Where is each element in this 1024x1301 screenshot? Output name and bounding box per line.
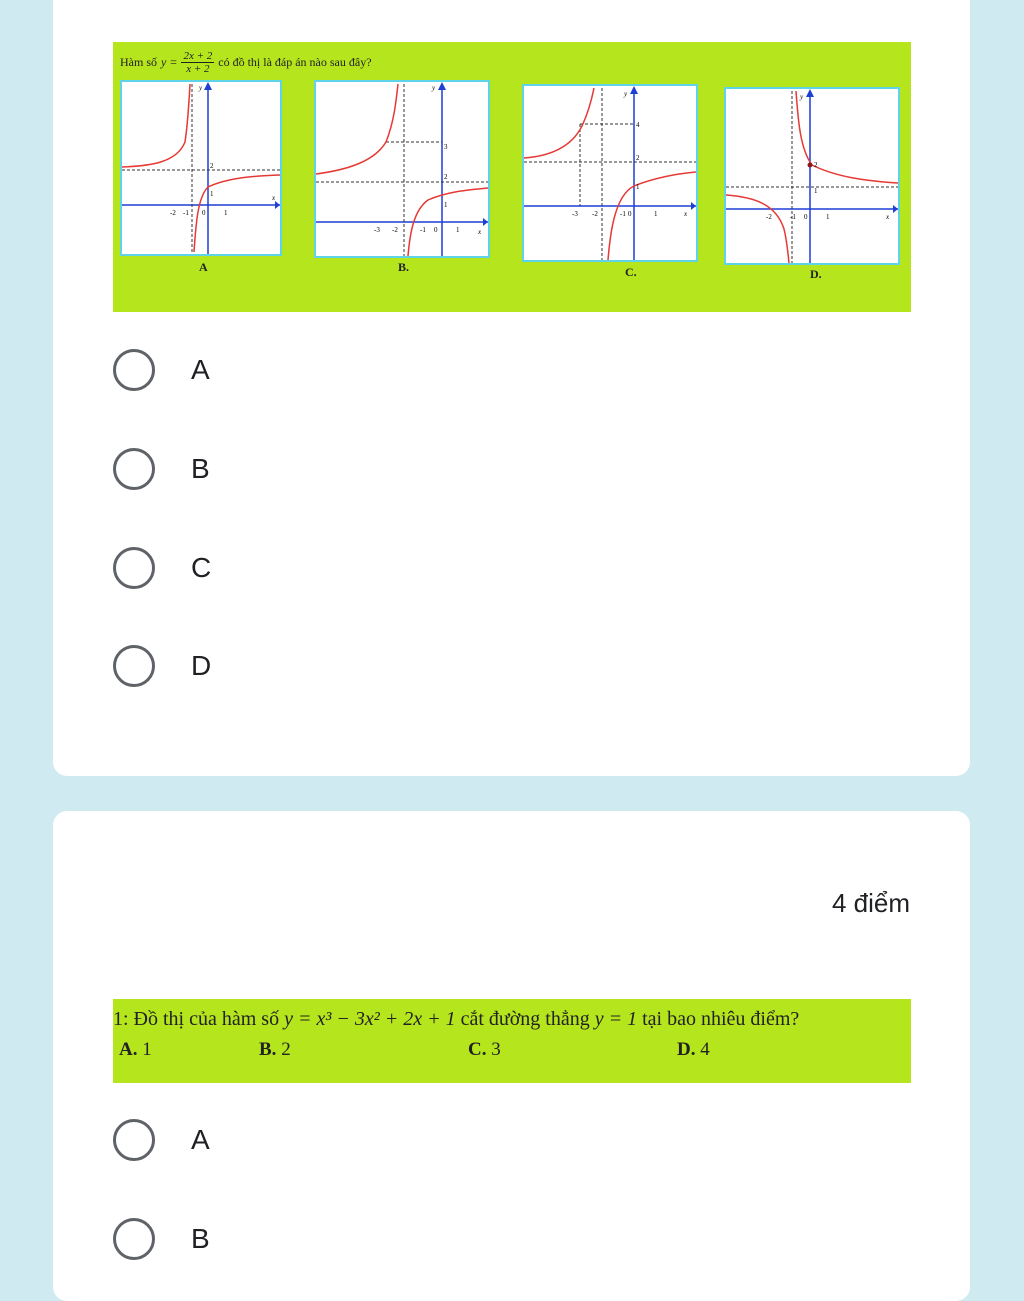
question-image-2 bbox=[113, 999, 911, 1083]
q2-option-b[interactable] bbox=[113, 1218, 210, 1260]
radio-button-a[interactable] bbox=[113, 349, 155, 391]
svg-text:x: x bbox=[478, 228, 482, 236]
svg-text:-2: -2 bbox=[170, 209, 176, 217]
svg-text:1: 1 bbox=[210, 190, 214, 198]
svg-text:1: 1 bbox=[814, 187, 818, 195]
q2-answer-c bbox=[468, 1039, 501, 1061]
question-prefix: Hàm số bbox=[120, 55, 157, 69]
svg-text:0: 0 bbox=[202, 209, 206, 217]
svg-text:1: 1 bbox=[636, 183, 640, 191]
q2-prefix: 1: Đồ thị của hàm số bbox=[113, 1008, 280, 1030]
svg-text:1: 1 bbox=[826, 213, 830, 221]
radio-button-d[interactable] bbox=[113, 645, 155, 687]
graph-d bbox=[724, 87, 900, 265]
svg-text:-3: -3 bbox=[572, 210, 578, 218]
graph-a bbox=[120, 80, 282, 256]
y-equals: y = bbox=[161, 55, 178, 69]
q2-answer-d bbox=[677, 1039, 710, 1061]
svg-text:0: 0 bbox=[434, 226, 438, 234]
fraction bbox=[181, 50, 214, 75]
question-text-1 bbox=[120, 50, 372, 75]
svg-text:0: 0 bbox=[804, 213, 808, 221]
q2-answer-b bbox=[259, 1039, 291, 1061]
svg-text:3: 3 bbox=[444, 143, 448, 151]
question-card-1 bbox=[53, 0, 970, 776]
q1-option-b-label: B bbox=[191, 453, 210, 484]
q2-answer-d-value: 4 bbox=[700, 1039, 710, 1060]
q1-option-d-label: D bbox=[191, 650, 212, 681]
svg-text:-3: -3 bbox=[374, 226, 380, 234]
q1-option-a-label: A bbox=[191, 354, 210, 385]
svg-text:y: y bbox=[432, 84, 436, 92]
svg-text:-1: -1 bbox=[620, 210, 626, 218]
q2-answer-a-value: 1 bbox=[142, 1039, 152, 1060]
q2-answer-c-value: 3 bbox=[491, 1039, 501, 1060]
radio-button-b[interactable] bbox=[113, 1218, 155, 1260]
graph-label-a: A bbox=[199, 260, 208, 274]
svg-text:1: 1 bbox=[224, 209, 228, 217]
points-label: 4 điểm bbox=[831, 888, 910, 918]
radio-button-c[interactable] bbox=[113, 547, 155, 589]
q2-suffix: tại bao nhiêu điểm? bbox=[642, 1008, 800, 1030]
svg-text:-1: -1 bbox=[420, 226, 426, 234]
svg-text:y: y bbox=[199, 84, 203, 92]
svg-text:-2: -2 bbox=[766, 213, 772, 221]
graph-a-plot bbox=[122, 82, 280, 254]
svg-text:1: 1 bbox=[654, 210, 658, 218]
graph-c bbox=[522, 84, 698, 262]
svg-text:-1: -1 bbox=[183, 209, 189, 217]
q1-option-d[interactable] bbox=[113, 645, 211, 687]
graph-c-plot bbox=[524, 86, 696, 260]
q2-answer-a-key: A. bbox=[119, 1039, 138, 1060]
q1-option-b[interactable] bbox=[113, 448, 210, 490]
q2-line: y = 1 bbox=[594, 1008, 638, 1030]
fraction-denominator: x + 2 bbox=[186, 63, 210, 75]
svg-text:y: y bbox=[800, 93, 804, 101]
graph-b bbox=[314, 80, 490, 258]
graph-d-plot bbox=[726, 89, 898, 263]
svg-text:2: 2 bbox=[814, 161, 818, 169]
q1-option-c-label: C bbox=[191, 552, 212, 583]
svg-text:2: 2 bbox=[636, 154, 640, 162]
q1-option-c[interactable] bbox=[113, 547, 211, 589]
q2-middle: cắt đường thẳng bbox=[460, 1008, 590, 1030]
question-text-2 bbox=[113, 1008, 799, 1031]
svg-text:4: 4 bbox=[636, 121, 640, 129]
question-card-2 bbox=[53, 811, 970, 1301]
question-image-1 bbox=[113, 42, 911, 312]
svg-text:x: x bbox=[684, 210, 688, 218]
svg-text:2: 2 bbox=[210, 162, 214, 170]
question-suffix: có đồ thị là đáp án nào sau đây? bbox=[218, 55, 372, 69]
svg-text:x: x bbox=[272, 194, 276, 202]
graph-label-b: B. bbox=[398, 260, 410, 274]
q2-answer-b-value: 2 bbox=[281, 1039, 291, 1060]
q2-answer-a bbox=[119, 1039, 152, 1061]
graph-label-d: D. bbox=[810, 267, 822, 281]
svg-text:1: 1 bbox=[444, 201, 448, 209]
q2-answer-d-key: D. bbox=[677, 1039, 696, 1060]
svg-text:-1: -1 bbox=[790, 213, 796, 221]
svg-text:y: y bbox=[624, 90, 628, 98]
q2-answer-b-key: B. bbox=[259, 1039, 277, 1060]
svg-text:0: 0 bbox=[628, 210, 632, 218]
graph-label-c: C. bbox=[625, 265, 637, 279]
svg-text:-2: -2 bbox=[592, 210, 598, 218]
q2-function: y = x³ − 3x² + 2x + 1 bbox=[284, 1008, 456, 1030]
svg-text:2: 2 bbox=[444, 173, 448, 181]
q2-answer-c-key: C. bbox=[468, 1039, 487, 1060]
fraction-numerator: 2x + 2 bbox=[183, 50, 213, 62]
svg-text:-2: -2 bbox=[392, 226, 398, 234]
radio-button-b[interactable] bbox=[113, 448, 155, 490]
svg-text:1: 1 bbox=[456, 226, 460, 234]
q2-option-a[interactable] bbox=[113, 1119, 210, 1161]
q1-option-a[interactable] bbox=[113, 349, 210, 391]
graph-b-plot bbox=[316, 82, 488, 256]
q2-option-b-label: B bbox=[191, 1223, 210, 1254]
q2-option-a-label: A bbox=[191, 1124, 210, 1155]
radio-button-a[interactable] bbox=[113, 1119, 155, 1161]
svg-text:x: x bbox=[886, 213, 890, 221]
